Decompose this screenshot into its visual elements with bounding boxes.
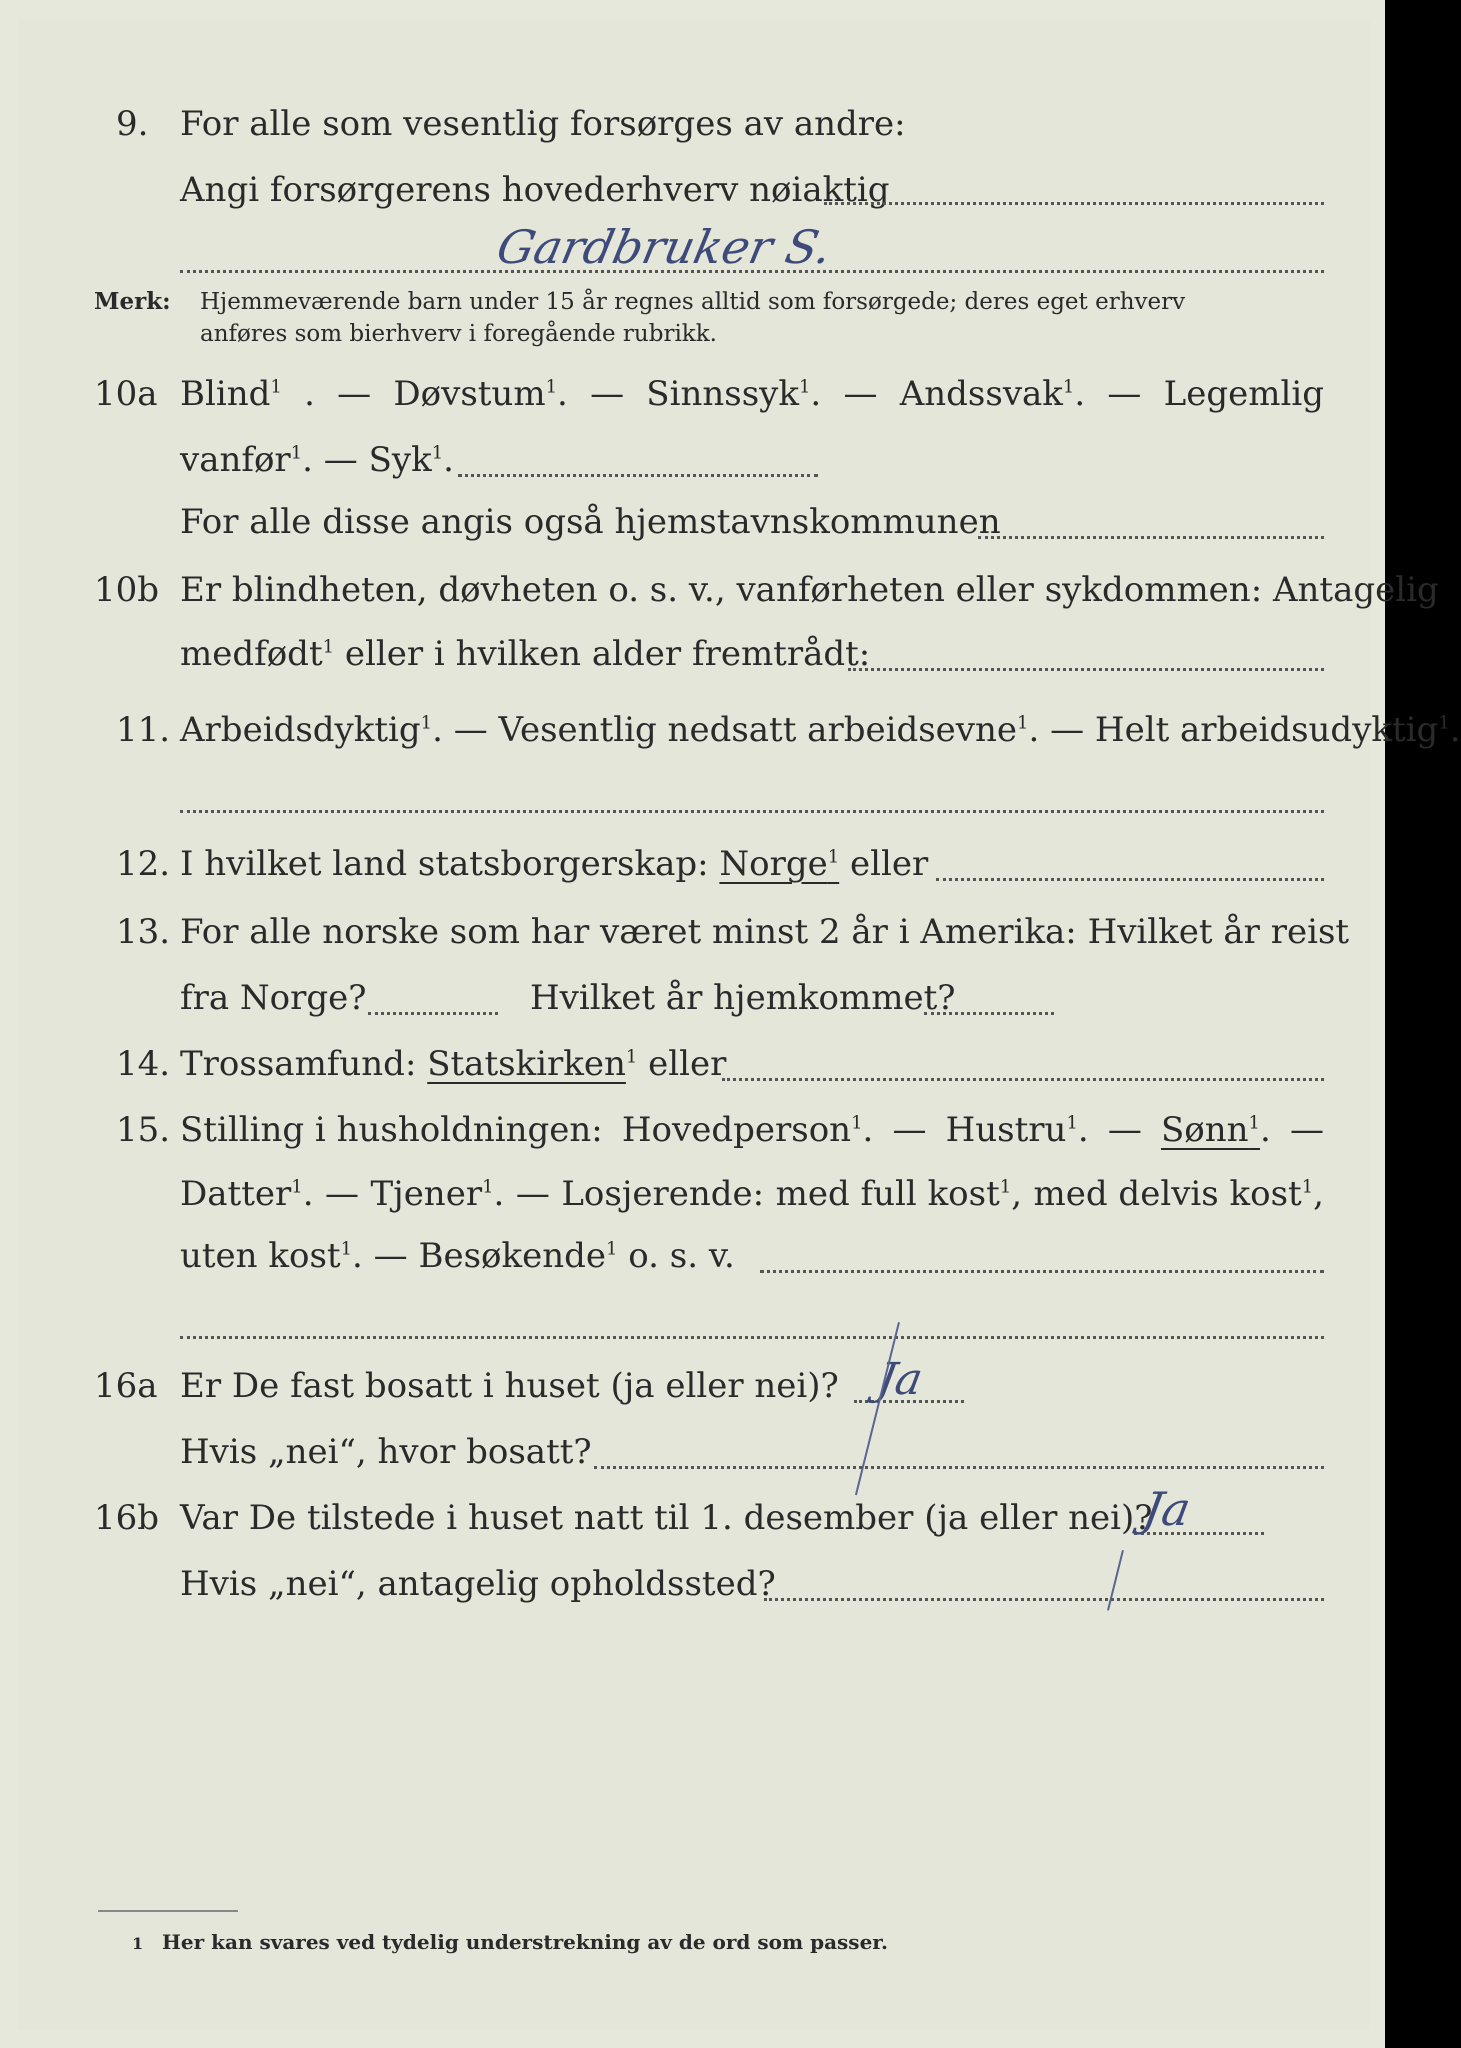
merk-line-2: anføres som bierhverv i foregående rubrikk. [200, 321, 717, 347]
form-sheet [18, 20, 1461, 2030]
q10a-line-2: vanfør$^1$. — Syk$^1$. [180, 440, 454, 480]
q16b-number: 16b [94, 1498, 160, 1538]
q9-subquestion: Angi forsørgerens hovederhverv nøiaktig [180, 170, 890, 210]
q10b-answer-line [848, 668, 1324, 671]
q9-answer-line [824, 202, 1324, 205]
q12-answer-line [936, 878, 1324, 881]
q14-number: 14. [116, 1044, 171, 1084]
q16b-question: Var De tilstede i huset natt til 1. desember (ja eller nei)? [180, 1498, 1153, 1538]
footnote-mark: 1 [132, 1934, 144, 1953]
q11-answer-line [180, 810, 1324, 813]
q9-question: For alle som vesentlig forsørges av andre: [180, 104, 906, 144]
q16a-location-line [594, 1466, 1324, 1469]
q16a-question: Er De fast bosatt i huset (ja eller nei)? [180, 1366, 839, 1406]
q14-line: Trossamfund: Statskirken$^1$ eller [180, 1044, 727, 1084]
q16b-handwritten-answer: Ja [1139, 1482, 1195, 1536]
q15-line-3: uten kost$^1$. — Besøkende$^1$ o. s. v. [180, 1236, 735, 1276]
q13-year-left-line [368, 1012, 498, 1015]
q16a-pen-stroke [855, 1322, 900, 1495]
q15-number: 15. [116, 1110, 171, 1150]
q16b-subquestion: Hvis „nei“, antagelig opholdssted? [180, 1564, 776, 1604]
q10b-number: 10b [94, 570, 160, 610]
q11-number: 11. [116, 710, 171, 750]
merk-line-1: Hjemmeværende barn under 15 år regnes alltid som forsørgede; deres eget erhverv [200, 289, 1186, 315]
q15-answer-line-2 [180, 1336, 1324, 1339]
q13-fra-norge: fra Norge? [180, 978, 367, 1018]
q9-number: 9. [116, 104, 149, 144]
merk-label: Merk: [94, 288, 171, 315]
q15-line-2: Datter$^1$. — Tjener$^1$. — Losjerende: med full kost$^1$, med delvis kost$^1$, [180, 1174, 1324, 1214]
q16a-number: 16a [94, 1366, 158, 1406]
q13-hjemkommet: Hvilket år hjemkommet? [530, 978, 956, 1018]
q10a-line-3: For alle disse angis også hjemstavnskommunen [180, 502, 1001, 542]
q15-answer-line [760, 1270, 1324, 1273]
q10b-line-1: Er blindheten, døvheten o. s. v., vanførheten eller sykdommen: Antagelig [180, 570, 1439, 610]
footnote-rule [98, 1910, 238, 1912]
q16b-pen-stroke [1107, 1550, 1124, 1611]
q10a-number: 10a [94, 374, 158, 414]
q10a-hometown-line [978, 536, 1324, 539]
q13-year-returned-line [924, 1012, 1054, 1015]
q9-handwritten-answer: Gardbruker S. [492, 220, 837, 274]
q10a-answer-line [458, 474, 818, 477]
q12-line: I hvilket land statsborgerskap: Norge$^1$ eller [180, 844, 929, 884]
q10b-line-2: medfødt$^1$ eller i hvilken alder fremtrådt: [180, 634, 871, 674]
q10a-line-1: Blind$^1$ . — Døvstum$^1$. — Sinnssyk$^1$. — Andssvak$^1$. — Legemlig [180, 374, 1324, 414]
q13-number: 13. [116, 912, 171, 952]
footnote-text: Her kan svares ved tydelig understrekning av de ord som passer. [162, 1930, 888, 1954]
q12-number: 12. [116, 844, 171, 884]
q11-line: Arbeidsdyktig$^1$. — Vesentlig nedsatt arbeidsevne$^1$. — Helt arbeidsudyktig$^1$. [180, 710, 1461, 750]
q13-line-1: For alle norske som har været minst 2 år i Amerika: Hvilket år reist [180, 912, 1350, 952]
q16a-handwritten-answer: Ja [873, 1354, 927, 1405]
q15-line-1: Stilling i husholdningen: Hovedperson$^1$. — Hustru$^1$. — Sønn$^1$. — [180, 1110, 1324, 1150]
q16b-location-line [764, 1598, 1324, 1601]
q14-answer-line [722, 1078, 1324, 1081]
q16a-subquestion: Hvis „nei“, hvor bosatt? [180, 1432, 592, 1472]
